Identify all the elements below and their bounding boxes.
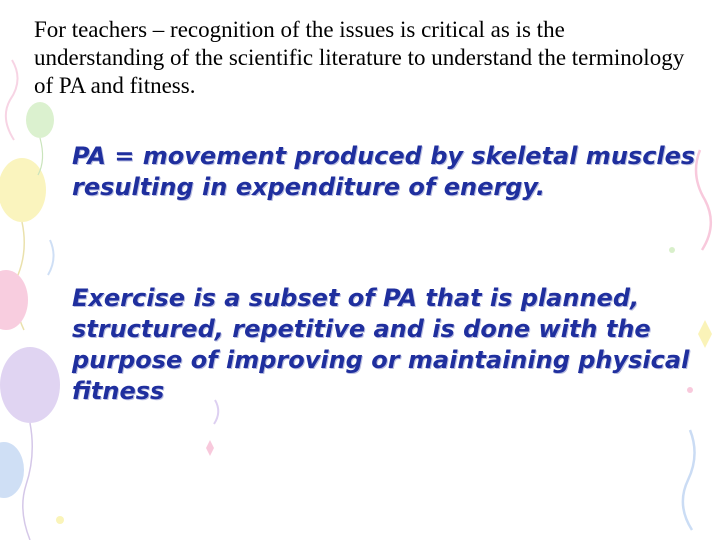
intro-paragraph: For teachers – recognition of the issues is critical as is the understanding of the scientific literature to understand the terminology of PA and fitness.: [34, 17, 685, 98]
definition-pa: PA = movement produced by skeletal muscles resulting in expenditure of energy.: [72, 142, 696, 201]
definition-exercise: Exercise is a subset of PA that is planned, structured, repetitive and is done with the purpose of improving or maintaining physical fitness: [72, 284, 690, 405]
balloons-icon: [0, 60, 60, 540]
